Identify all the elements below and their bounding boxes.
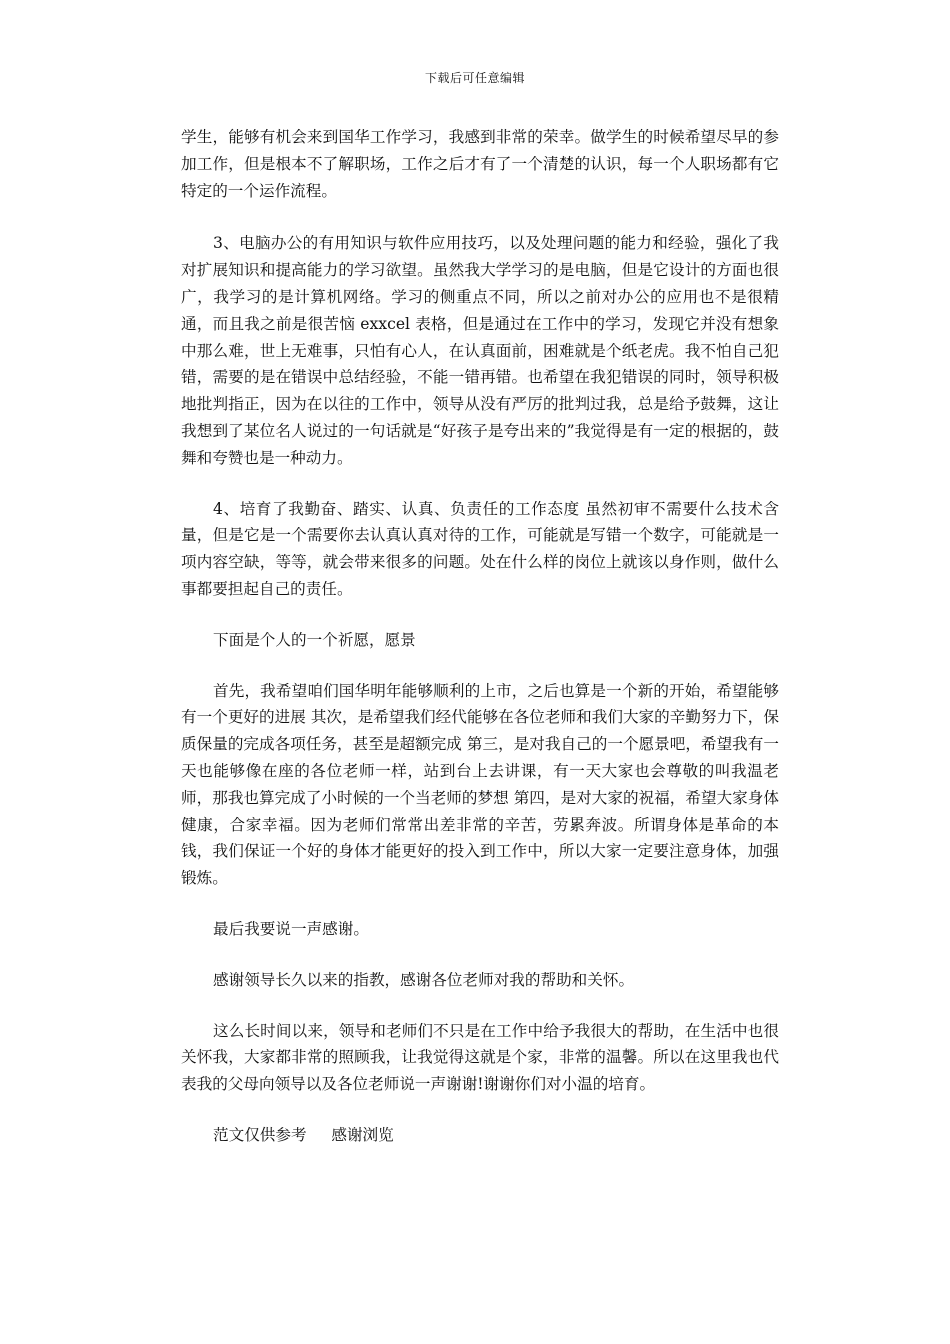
paragraph-point-4: 4、培育了我勤奋、踏实、认真、负责任的工作态度 虽然初审不需要什么技术含量，但是它是一个需要你去认真认真对待的工作，可能就是写错一个数字，可能就是一项内容空缺，等等，就会带来很多的问题。处在什么样的岗位上就该以身作则，做什么事都要担起自己的责任。 [181, 499, 779, 598]
document-body [181, 124, 779, 1173]
paragraph-thanks-intro: 最后我要说一声感谢。 [213, 919, 369, 938]
paragraph-wishes: 首先，我希望咱们国华明年能够顺利的上市，之后也算是一个新的开始，希望能够有一个更好的进展 其次，是希望我们经代能够在各位老师和我们大家的辛勤努力下，保质保量的完成各项任务，甚至是超额完成 第三，是对我自己的一个愿景吧，希望我有一天也能够像在座的各位老师一样，站到台上去讲课，有一天大家也会尊敬的叫我温老师，那我也算完成了小时候的一个当老师的梦想 第四，是对大家的祝福，希望大家身体健康，合家幸福。因为老师们常常出差非常的辛苦，劳累奔波。所谓身体是革命的本钱，我们保证一个好的身体才能更好的投入到工作中，所以大家一定要注意身体，加强锻炼。 [181, 681, 779, 888]
footer-note: 范文仅供参考 感谢浏览 [213, 1125, 394, 1144]
paragraph-intro-continuation: 学生，能够有机会来到国华工作学习，我感到非常的荣幸。做学生的时候希望尽早的参加工作，但是根本不了解职场，工作之后才有了一个清楚的认识，每一个人职场都有它特定的一个运作流程。 [181, 128, 779, 200]
paragraph-thanks-closing: 这么长时间以来，领导和老师们不只是在工作中给予我很大的帮助，在生活中也很关怀我，大家都非常的照顾我，让我觉得这就是个家，非常的温馨。所以在这里我也代表我的父母向领导以及各位老师说一声谢谢!谢谢你们对小温的培育。 [181, 1021, 779, 1094]
download-note: 下载后可任意编辑 [424, 71, 525, 85]
paragraph-point-3: 3、电脑办公的有用知识与软件应用技巧，以及处理问题的能力和经验，强化了我对扩展知识和提高能力的学习欲望。虽然我大学学习的是电脑，但是它设计的方面也很广，我学习的是计算机网络。学习的侧重点不同，所以之前对办公的应用也不是很精通，而且我之前是很苦恼 exxcel 表格，但是通过在工作中的学习，发现它并没有想象中那么难，世上无难事，只怕有心人，在认真面前，困难就是个纸老虎。我不怕自己犯错，需要的是在错误中总结经验，不能一错再错。也希望在我犯错误的同时，领导积极地批判指正，因为在以往的工作中，领导从没有严厉的批判过我，总是给予鼓舞，这让我想到了某位名人说过的一句话就是“好孩子是夸出来的”我觉得是有一定的根据的，鼓舞和夸赞也是一种动力。 [181, 234, 779, 467]
paragraph-wishes-heading: 下面是个人的一个祈愿，愿景 [213, 630, 416, 649]
paragraph-thanks-leaders: 感谢领导长久以来的指教，感谢各位老师对我的帮助和关怀。 [213, 970, 635, 989]
